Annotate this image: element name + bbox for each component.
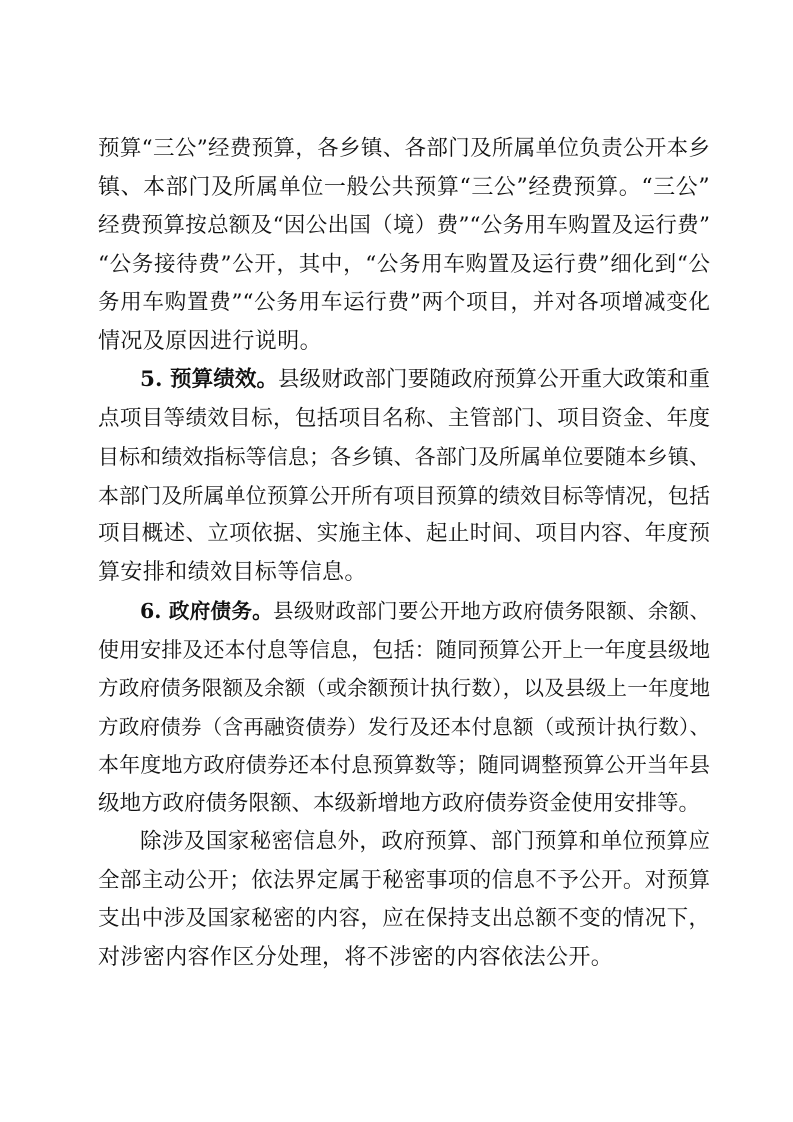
paragraph-secrecy (98, 823, 710, 977)
section-heading: 5. 预算绩效。 (140, 367, 279, 392)
section-heading: 6. 政府债务。 (140, 599, 273, 623)
text-line: 镇、本部门及所属单位一般公共预算“三公”经费预算。“三公” (98, 174, 710, 200)
text-line: 除涉及国家秘密信息外，政府预算、部门预算和单位预算应 (140, 829, 710, 854)
text-line: 使用安排及还本付息等信息，包括：随同预算公开上一年度县级地 (98, 637, 710, 662)
text-line: 经费预算按总额及“因公出国（境）费”“公务用车购置及运行费” (98, 213, 710, 238)
text-line: 目标和绩效指标等信息；各乡镇、各部门及所属单位要随本乡镇、 (98, 445, 710, 469)
text-run: 县级财政部门要随政府预算公开重大政策和重 (278, 367, 710, 392)
text-line: 支出中涉及国家秘密的内容，应在保持支出总额不变的情况下， (98, 906, 710, 931)
text-line: 本部门及所属单位预算公开所有项目预算的绩效目标等情况，包括 (98, 483, 710, 508)
text-line (98, 361, 710, 400)
text-line: 务用车购置费”“公务用车运行费”两个项目，并对各项增减变化 (98, 290, 710, 315)
text-line: 算安排和绩效目标等信息。 (98, 559, 367, 585)
text-line: 全部主动公开；依法界定属于秘密事项的信息不予公开。对预算 (98, 867, 710, 893)
paragraph-sangong-budget (98, 130, 710, 361)
text-line: 本年度地方政府债券还本付息预算数等；随同调整预算公开当年县 (98, 753, 710, 777)
text-line: 情况及原因进行说明。 (98, 328, 323, 354)
text-line: 级地方政府债务限额、本级新增地方政府债券资金使用安排等。 (98, 790, 701, 816)
text-line: 项目概述、立项依据、实施主体、起止时间、项目内容、年度预 (98, 521, 710, 546)
document-body (98, 130, 710, 977)
text-line: 方政府债券（含再融资债券）发行及还本付息额（或预计执行数）、 (98, 714, 710, 739)
text-line: 预算“三公”经费预算，各乡镇、各部门及所属单位负责公开本乡 (98, 136, 710, 161)
text-line (98, 592, 710, 631)
text-line: 方政府债务限额及余额（或余额预计执行数），以及县级上一年度地 (98, 676, 710, 700)
text-line: “公务接待费”公开，其中，“公务用车购置及运行费”细化到“公 (98, 251, 710, 277)
text-line: 点项目等绩效目标，包括项目名称、主管部门、项目资金、年度 (98, 405, 710, 431)
paragraph-budget-performance (98, 361, 710, 592)
text-line: 对涉密内容作区分处理，将不涉密的内容依法公开。 (98, 944, 614, 970)
text-run: 县级财政部门要公开地方政府债务限额、余额、 (273, 599, 711, 623)
paragraph-government-debt (98, 592, 710, 823)
